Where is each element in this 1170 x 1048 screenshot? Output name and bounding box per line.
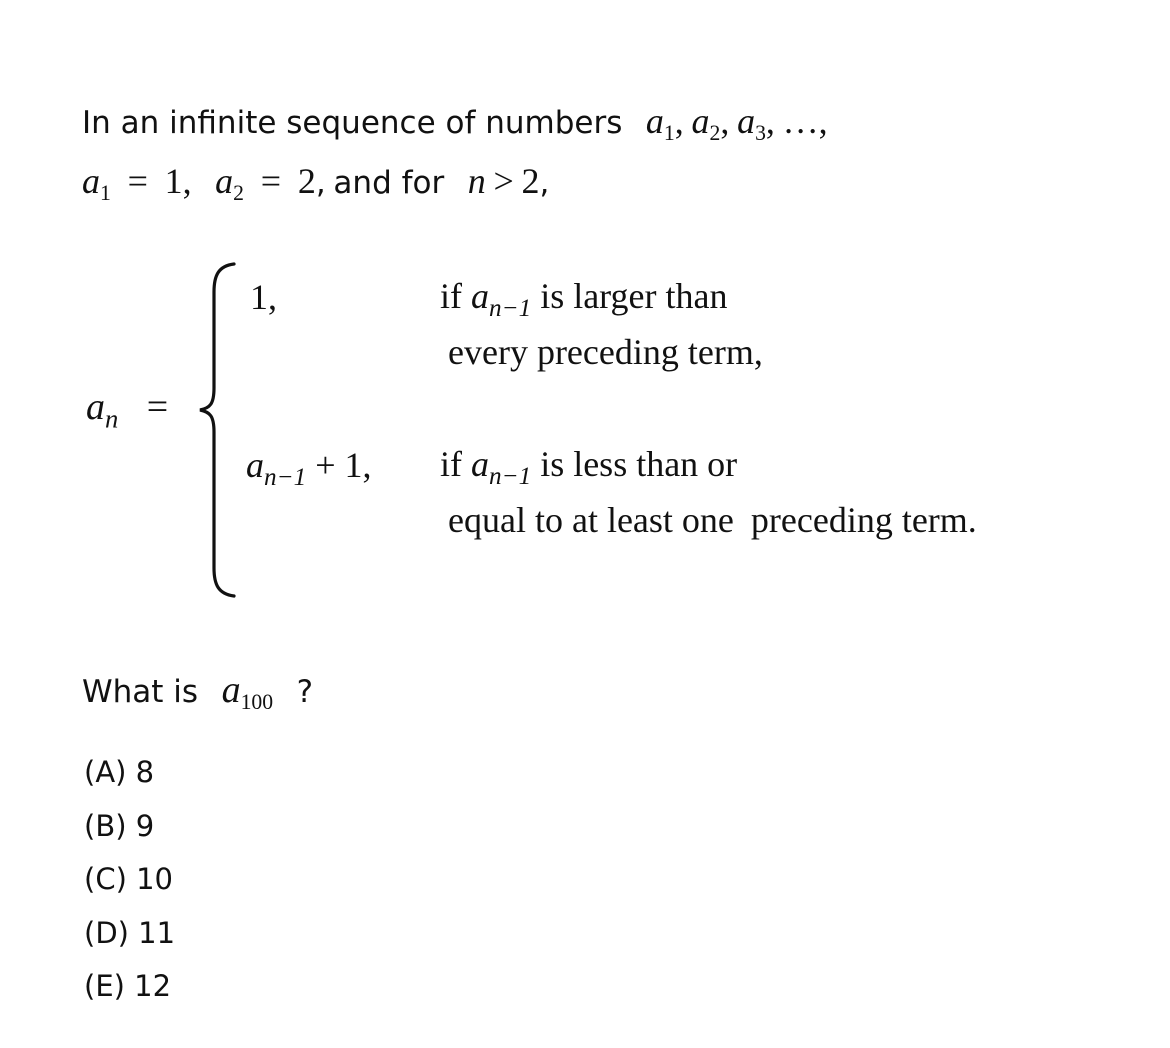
and-for-text: and for [333,165,445,201]
initial-conditions-line: $a_1 = 1$, $a_2 = 2$, and for n > 2, [82,161,550,205]
choice-a[interactable]: (A) 8 [84,755,155,789]
initial-a1: $a_1$ [82,161,111,205]
choice-e[interactable]: (E) 12 [84,969,172,1003]
sequence-term-a1: $a_1$ [645,101,675,145]
case2-condition: if $a_{n-1}$ is less than or equal to at least one preceding term. [440,444,977,540]
question-suffix: ? [296,674,314,710]
initial-a1-value: 1 [164,161,183,201]
question-line [82,668,313,712]
question-term: $a_{100}$ [221,669,274,714]
choice-d[interactable]: (D) 11 [84,915,176,950]
answer-choices [84,752,175,1020]
choice-c[interactable]: (C) 10 [84,862,173,896]
sequence-term-a3: $a_3$ [737,101,766,145]
question-prefix: What is [82,674,199,710]
initial-a2-value: 2 [297,161,316,201]
case1-value: 1, [250,277,277,317]
n-bound: 2 [521,161,540,201]
n-variable: n [467,161,486,201]
sequence-term-a2: $a_2$ [691,101,721,145]
left-brace-icon [196,262,240,598]
intro-line: In an infinite sequence of numbers $a_1$, $a_2$, $a_3$, …, [82,101,828,145]
greater-than-sign: > [493,161,514,201]
piecewise-lhs: $a_n$ = [86,386,169,434]
initial-a2: $a_2$ [215,161,244,205]
intro-text: In an infinite sequence of numbers [82,105,623,141]
case2-value: $a_{n-1} + 1$, [246,445,372,492]
sequence-ellipsis: … [782,101,819,141]
choice-b[interactable]: (B) 9 [84,808,155,843]
case1-condition: if $a_{n-1}$ is larger than every preceding term, [440,276,763,372]
